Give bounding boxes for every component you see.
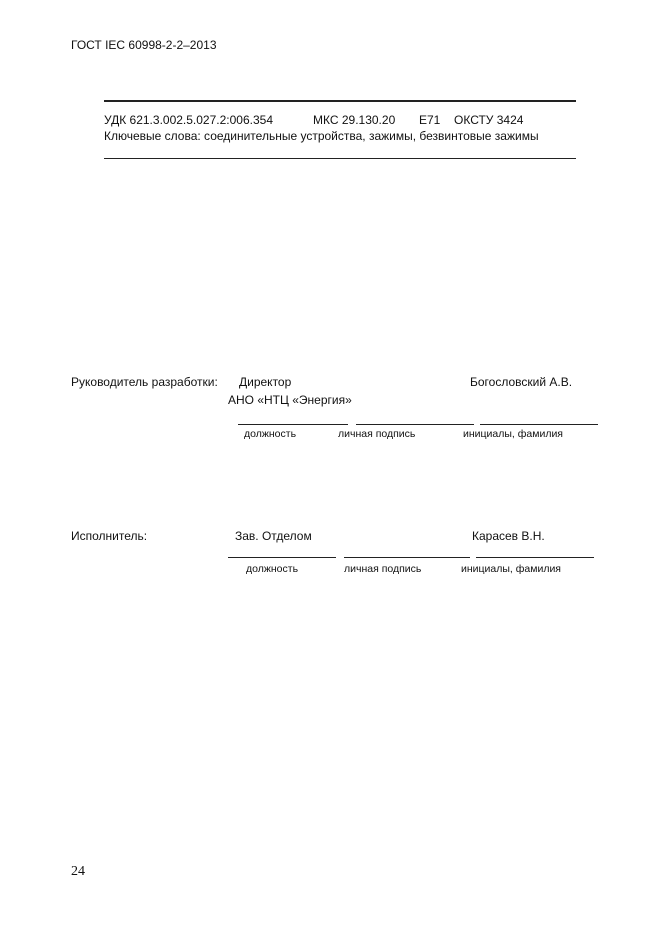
head-initials-caption: инициалы, фамилия bbox=[463, 428, 563, 440]
e-code: Е71 bbox=[419, 113, 441, 127]
standard-header: ГОСТ IEC 60998-2-2–2013 bbox=[71, 38, 217, 52]
bottom-rule bbox=[104, 158, 576, 159]
head-initials-line bbox=[480, 424, 598, 425]
executor-position: Зав. Отделом bbox=[235, 529, 312, 543]
executor-position-caption: должность bbox=[246, 563, 299, 575]
head-role-label: Руководитель разработки: bbox=[71, 375, 218, 389]
executor-role-label: Исполнитель: bbox=[71, 529, 148, 543]
executor-signature-line bbox=[344, 557, 470, 558]
head-signature-caption: личная подпись bbox=[338, 428, 416, 440]
head-signature-line bbox=[356, 424, 474, 425]
head-position-caption: должность bbox=[244, 428, 297, 440]
okstu-code: ОКСТУ 3424 bbox=[454, 113, 524, 127]
mks-code: МКС 29.130.20 bbox=[313, 113, 396, 127]
head-position-line bbox=[238, 424, 348, 425]
executor-initials-caption: инициалы, фамилия bbox=[461, 563, 561, 575]
keywords: Ключевые слова: соединительные устройства, зажимы, безвинтовые зажимы bbox=[104, 129, 539, 143]
udk-code: УДК 621.3.002.5.027.2:006.354 bbox=[104, 113, 274, 127]
head-name: Богословский А.В. bbox=[470, 375, 573, 389]
executor-position-line bbox=[228, 557, 336, 558]
head-organization: АНО «НТЦ «Энергия» bbox=[228, 393, 352, 407]
top-rule bbox=[104, 100, 576, 102]
page-number: 24 bbox=[71, 864, 85, 879]
head-position: Директор bbox=[239, 375, 292, 389]
executor-signature-caption: личная подпись bbox=[344, 563, 422, 575]
executor-initials-line bbox=[476, 557, 594, 558]
executor-name: Карасев В.Н. bbox=[472, 529, 545, 543]
